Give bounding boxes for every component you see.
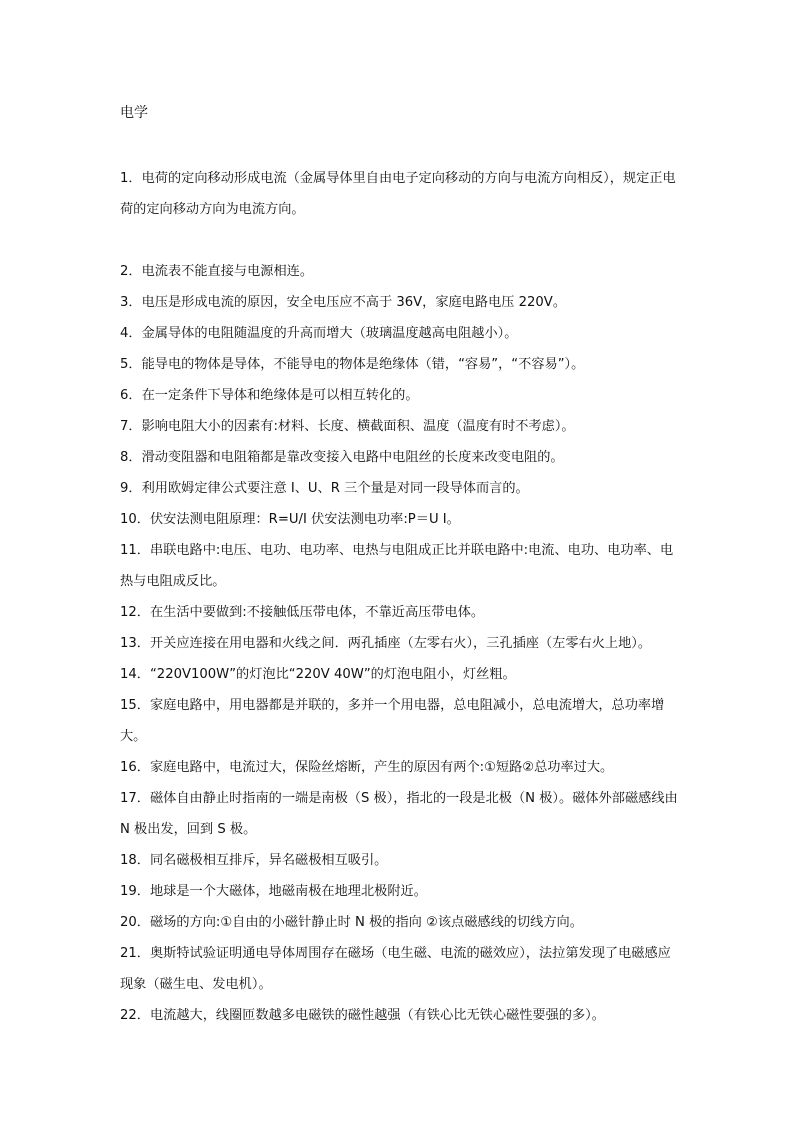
item-number: 2． (120, 264, 142, 279)
item-text: 滑动变阻器和电阻箱都是靠改变接入电路中电阻丝的长度来改变电阻的。 (141, 450, 564, 465)
item-number: 4． (120, 326, 142, 341)
list-item (120, 845, 680, 876)
list-item (120, 287, 680, 318)
section-title: 电学 (120, 105, 148, 121)
item-text: 电流表不能直接与电源相连。 (141, 264, 314, 279)
item-text: 家庭电路中，电流过大，保险丝熔断，产生的原因有两个:①短路②总功率过大。 (149, 760, 614, 775)
item-number: 18． (120, 853, 150, 868)
item-number: 16． (120, 760, 150, 775)
item-number: 3． (120, 295, 142, 310)
item-text: “220V100W”的灯泡比“220V 40W”的灯泡电阻小，灯丝粗。 (149, 667, 516, 682)
item-text: 开关应连接在用电器和火线之间．两孔插座（左零右火），三孔插座（左零右火上地）。 (149, 636, 652, 651)
item-text: 在生活中要做到:不接触低压带电体，不靠近高压带电体。 (149, 605, 485, 620)
list-item (120, 163, 680, 225)
item-text: 磁场的方向:①自由的小磁针静止时 N 极的指向 ②该点磁感线的切线方向。 (149, 915, 583, 930)
list-item (120, 318, 680, 349)
list-item (120, 783, 680, 845)
item-number: 20． (120, 915, 150, 930)
item-number: 13． (120, 636, 150, 651)
item-number: 6． (120, 388, 142, 403)
item-number: 7． (120, 419, 142, 434)
item-text: 电流越大，线圈匝数越多电磁铁的磁性越强（有铁心比无铁心磁性要强的多）。 (149, 1008, 605, 1023)
item-text: 能导电的物体是导体，不能导电的物体是绝缘体（错，“容易”，“不容易”）。 (141, 357, 585, 372)
item-number: 17． (120, 791, 150, 806)
list-item (120, 349, 680, 380)
list-item (120, 659, 680, 690)
item-number: 22． (120, 1008, 150, 1023)
item-text: 金属导体的电阻随温度的升高而增大（玻璃温度越高电阻越小）。 (141, 326, 518, 341)
item-text: 家庭电路中，用电器都是并联的，多并一个用电器，总电阻减小，总电流增大，总功率增大。 (120, 698, 665, 744)
item-number: 14． (120, 667, 150, 682)
list-item (120, 752, 680, 783)
list-item (120, 380, 680, 411)
item-number: 9． (120, 481, 142, 496)
item-number: 21． (120, 946, 150, 961)
item-number: 8． (120, 450, 142, 465)
item-text: 影响电阻大小的因素有:材料、长度、横截面积、温度（温度有时不考虑）。 (141, 419, 575, 434)
item-number: 19． (120, 884, 150, 899)
list-item (120, 442, 680, 473)
item-number: 10． (120, 512, 150, 527)
list-item (120, 597, 680, 628)
item-text: 磁体自由静止时指南的一端是南极（S 极），指北的一段是北极（N 极）。磁体外部磁感线由 N 极出发，回到 S 极。 (120, 791, 678, 837)
item-text: 电压是形成电流的原因，安全电压应不高于 36V，家庭电路电压 220V。 (141, 295, 567, 310)
item-text: 同名磁极相互排斥，异名磁极相互吸引。 (149, 853, 388, 868)
item-text: 利用欧姆定律公式要注意 I、U、R 三个量是对同一段导体而言的。 (141, 481, 529, 496)
list-item (120, 1000, 680, 1031)
notes-list (120, 163, 680, 1031)
list-item (120, 535, 680, 597)
item-number: 1． (120, 171, 142, 186)
item-number: 5． (120, 357, 142, 372)
list-item (120, 411, 680, 442)
item-text: 奥斯特试验证明通电导体周围存在磁场（电生磁、电流的磁效应），法拉第发现了电磁感应现象（磁生电、发电机）。 (120, 946, 671, 992)
item-text: 串联电路中:电压、电功、电功率、电热与电阻成正比并联电路中:电流、电功、电功率、电热与电阻成反比。 (120, 543, 674, 589)
list-item (120, 690, 680, 752)
list-item (120, 628, 680, 659)
item-number: 11． (120, 543, 150, 558)
item-text: 在一定条件下导体和绝缘体是可以相互转化的。 (141, 388, 419, 403)
list-item (120, 938, 680, 1000)
item-number: 15． (120, 698, 150, 713)
list-item (120, 256, 680, 287)
blank-line (120, 225, 680, 256)
list-item (120, 907, 680, 938)
item-text: 伏安法测电阻原理：R=U/I 伏安法测电功率:P＝U I。 (149, 512, 460, 527)
item-number: 12． (120, 605, 150, 620)
item-text: 电荷的定向移动形成电流（金属导体里自由电子定向移动的方向与电流方向相反），规定正电荷的定向移动方向为电流方向。 (120, 171, 676, 217)
list-item (120, 473, 680, 504)
list-item (120, 876, 680, 907)
list-item (120, 504, 680, 535)
item-text: 地球是一个大磁体，地磁南极在地理北极附近。 (149, 884, 427, 899)
